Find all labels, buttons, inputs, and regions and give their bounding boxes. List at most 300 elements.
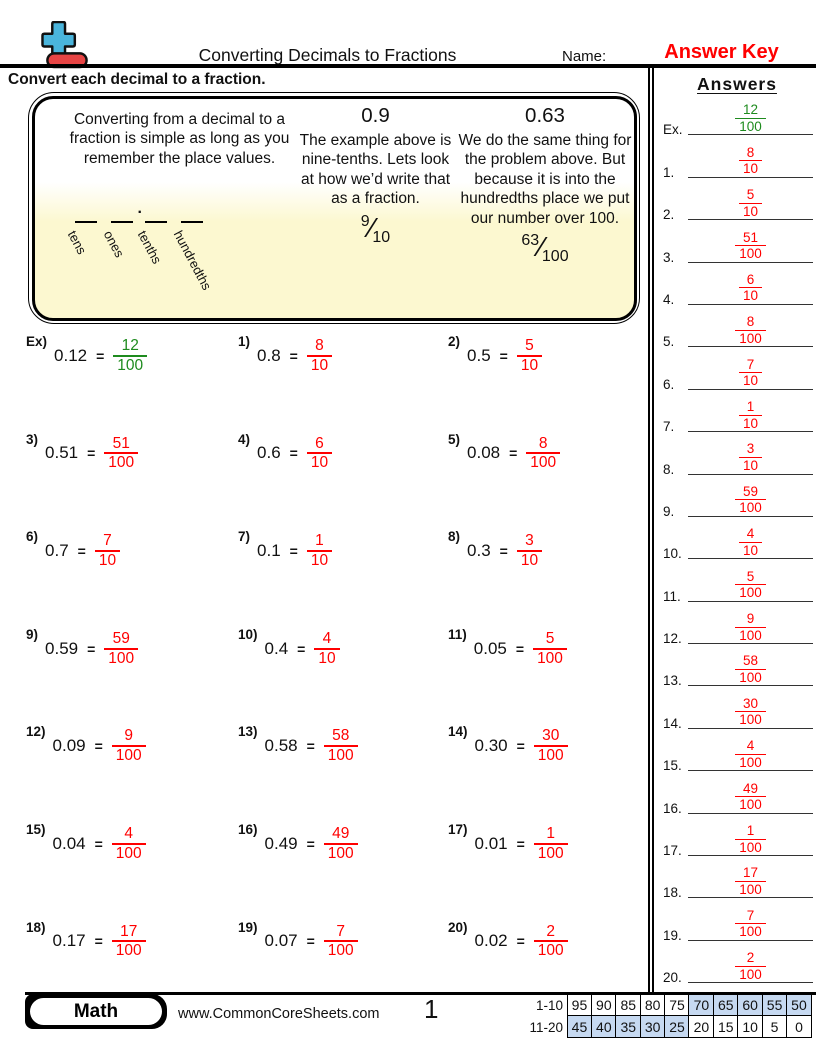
answer-item (658, 479, 816, 521)
fraction-denominator: 10 (739, 160, 762, 177)
answer-blank-line (688, 907, 813, 941)
problem-item (448, 724, 658, 822)
fraction-numerator: 1 (746, 823, 755, 838)
equals-sign: = (306, 933, 315, 950)
example-tenths (297, 104, 455, 247)
fraction-denominator: 100 (324, 745, 358, 765)
answer-fraction (739, 272, 762, 304)
problem-decimal: 0.3 (467, 541, 491, 560)
problem-body (467, 337, 542, 375)
problem-item (448, 627, 658, 725)
problem-body (467, 435, 560, 473)
problem-decimal: 0.09 (52, 736, 86, 756)
fraction-denominator: 100 (533, 648, 567, 668)
instruction-box-inner (32, 96, 637, 321)
fraction-numerator: 2 (746, 950, 755, 966)
answer-item (658, 945, 816, 987)
problem-number: 2) (448, 334, 461, 349)
grade-cell: 55 (762, 994, 788, 1017)
fraction-numerator: 9 (124, 727, 134, 745)
answer-fraction (739, 187, 762, 219)
example-tenths-heading: 0.9 (361, 103, 390, 127)
problem-number: 18) (26, 919, 46, 935)
answer-blank-line (688, 186, 813, 220)
answer-number: 17. (663, 843, 682, 859)
fraction-denominator: 10 (739, 415, 762, 432)
answer-item (658, 182, 816, 224)
place-value-blank (111, 221, 133, 223)
grade-cell: 0 (786, 1015, 812, 1038)
grade-cell: 40 (591, 1015, 617, 1038)
example-hundredths-text: We do the same thing for the problem above. But because it is into the hundredths place we put our number over 100. (458, 131, 632, 227)
answer-number: 3. (663, 249, 675, 265)
fraction-denominator: 100 (113, 355, 147, 375)
problem-item (26, 529, 238, 627)
fraction-numerator: 3 (746, 441, 755, 457)
fraction-numerator: 59 (112, 629, 130, 647)
problem-item (238, 627, 448, 725)
problem-body (45, 435, 138, 473)
place-value-diagram (64, 199, 217, 292)
grade-cell: 5 (762, 1015, 788, 1038)
fraction-denominator: 100 (735, 839, 766, 856)
grade-range-label: 1-10 (535, 998, 563, 1014)
problem-body (53, 727, 146, 765)
problem-number: 20) (448, 919, 468, 935)
problem-item (238, 920, 448, 1018)
answer-item (658, 394, 816, 436)
answer-fraction (735, 653, 766, 685)
answer-number: 13. (663, 673, 682, 689)
answer-blank-line (688, 780, 813, 814)
place-value-label: tenths (134, 227, 165, 266)
fraction-denominator: 100 (735, 584, 766, 601)
fraction-denominator: 100 (104, 648, 138, 668)
problem-item (448, 822, 658, 920)
equals-sign: = (94, 738, 103, 755)
answer-blank-line (688, 652, 813, 686)
answer-item (658, 351, 816, 393)
problem-decimal: 0.01 (474, 833, 508, 853)
problem-item (26, 334, 238, 432)
problem-number: 19) (238, 919, 258, 935)
answer-item (658, 860, 816, 902)
problem-body (265, 727, 358, 765)
problem-fraction (104, 435, 138, 473)
answer-fraction (735, 950, 766, 982)
answer-blank-line (688, 440, 813, 474)
answer-number: 20. (663, 970, 682, 986)
fraction-numerator: 5 (525, 337, 534, 354)
problem-body (265, 630, 340, 668)
equals-sign: = (94, 933, 103, 950)
problem-fraction (112, 923, 146, 961)
grade-cell: 25 (664, 1015, 690, 1038)
problem-number: 13) (238, 724, 258, 740)
problem-item (238, 529, 448, 627)
problem-number: 14) (448, 724, 468, 740)
place-value-label: tens (64, 227, 90, 257)
answer-number: Ex. (663, 122, 683, 138)
fraction-denominator: 100 (735, 330, 766, 347)
answer-blank-line (688, 271, 813, 305)
answer-blank-line (688, 610, 813, 644)
problem-number: 3) (26, 431, 39, 447)
fraction-denominator: 100 (735, 754, 766, 771)
answer-number: 8. (663, 461, 675, 477)
problem-fraction (307, 532, 332, 570)
problem-number: 7) (238, 529, 251, 545)
equals-sign: = (516, 835, 525, 852)
answer-number: 9. (663, 503, 675, 519)
answer-fraction (739, 399, 762, 431)
fraction-numerator: 8 (746, 314, 755, 330)
website-text: www.CommonCoreSheets.com (178, 1006, 380, 1022)
problem-fraction (307, 435, 332, 473)
problem-fraction (324, 923, 358, 961)
answer-number: 18. (663, 885, 682, 901)
fraction-denominator: 10 (739, 542, 762, 559)
place-value-blank (145, 221, 167, 223)
fraction-numerator: 3 (525, 532, 534, 550)
answer-number: 1. (663, 164, 675, 180)
problem-number: 12) (26, 724, 46, 740)
answer-blank-line (688, 695, 813, 729)
fraction-denominator: 100 (112, 843, 146, 863)
subject-badge (25, 994, 167, 1029)
problem-body (257, 337, 332, 375)
answer-fraction (735, 314, 766, 346)
problem-number: 9) (26, 626, 39, 642)
answer-item (658, 606, 816, 648)
fraction-denominator: 100 (735, 627, 766, 644)
fraction-denominator: 100 (735, 966, 766, 983)
fraction-denominator: 100 (112, 940, 146, 960)
fraction-denominator: 10 (739, 457, 762, 474)
answer-blank-line (688, 525, 813, 559)
fraction-denominator: 100 (735, 669, 766, 686)
answer-blank-line (688, 398, 813, 432)
problem-item (448, 432, 658, 530)
answer-number: 15. (663, 758, 682, 774)
problem-number: 1) (238, 334, 251, 349)
fraction-numerator: 12 (121, 337, 139, 354)
place-value-slot (170, 221, 215, 292)
grade-cell: 60 (737, 994, 763, 1017)
answer-fraction (735, 823, 766, 855)
problem-fraction (534, 923, 568, 961)
equals-sign: = (499, 543, 508, 559)
fraction-denominator: 100 (526, 452, 560, 472)
fraction-numerator: 4 (746, 738, 755, 754)
answer-number: 14. (663, 715, 682, 731)
fraction-denominator: 10 (739, 372, 762, 389)
problem-body (45, 630, 138, 668)
fraction-numerator: 30 (542, 727, 560, 745)
fraction-denominator: 100 (735, 499, 766, 516)
answer-item (658, 267, 816, 309)
problem-fraction (324, 825, 358, 863)
fraction-denominator: 10 (307, 355, 332, 375)
place-value-slot (100, 221, 133, 260)
example-hundredths-fraction: 63⁄100 (521, 231, 569, 265)
problem-number: 4) (238, 431, 251, 447)
problem-body (474, 630, 567, 668)
problem-decimal: 0.59 (45, 638, 79, 658)
example-hundredths (455, 104, 636, 267)
fraction-denominator: 100 (104, 452, 138, 472)
fraction-denominator: 100 (735, 796, 766, 813)
answer-number: 2. (663, 207, 675, 223)
fraction-numerator: 5 (746, 187, 755, 203)
answer-item (658, 521, 816, 563)
fraction-numerator: 4 (322, 629, 332, 647)
fraction-numerator: 4 (124, 824, 134, 842)
answers-list (658, 97, 816, 987)
fraction-denominator: 100 (735, 923, 766, 940)
grading-table (522, 995, 812, 1038)
answer-fraction (735, 230, 766, 262)
answer-fraction (735, 738, 766, 770)
equals-sign: = (87, 640, 96, 657)
answers-heading: Answers (697, 74, 777, 94)
equals-sign: = (516, 738, 525, 755)
problem-decimal: 0.8 (257, 345, 281, 365)
answer-item (658, 436, 816, 478)
answer-fraction (735, 102, 766, 134)
fraction-numerator: 51 (112, 434, 130, 452)
problem-decimal: 0.49 (264, 833, 298, 853)
fraction-numerator: 12 (742, 102, 759, 118)
answer-item (658, 139, 816, 181)
fraction-numerator: 9 (746, 611, 755, 627)
answer-item (658, 309, 816, 351)
answer-blank-line (688, 229, 813, 263)
answer-number: 4. (663, 291, 675, 307)
problems-grid (26, 334, 666, 1017)
grade-cell: 85 (615, 994, 641, 1017)
problem-fraction (324, 727, 358, 765)
answer-blank-line (688, 356, 813, 390)
equals-sign: = (306, 738, 315, 755)
equals-sign: = (499, 347, 508, 364)
grade-cell: 50 (786, 994, 812, 1017)
instruction-box (28, 92, 640, 324)
problem-number: 11) (448, 626, 467, 642)
equals-sign: = (289, 445, 298, 462)
name-label: Name: (562, 48, 607, 65)
problem-decimal: 0.6 (257, 443, 281, 463)
fraction-denominator: 100 (324, 843, 358, 863)
problem-decimal: 0.51 (45, 443, 79, 463)
page-title: Converting Decimals to Fractions (198, 45, 457, 65)
fraction-numerator: 1 (746, 399, 755, 415)
answer-number: 6. (663, 376, 675, 392)
problem-decimal: 0.5 (467, 345, 491, 365)
problem-decimal: 0.17 (52, 931, 86, 951)
fraction-numerator: 6 (315, 434, 324, 452)
decimal-point: . (137, 199, 142, 217)
equals-sign: = (94, 835, 103, 852)
answer-fraction (739, 526, 762, 558)
problem-fraction (112, 727, 146, 765)
fraction-denominator: 10 (517, 355, 542, 375)
problem-body (257, 435, 332, 473)
problem-body (467, 532, 542, 570)
fraction-denominator: 100 (735, 881, 766, 898)
equals-sign: = (87, 445, 96, 462)
grade-cell: 70 (688, 994, 714, 1017)
instruction-intro-text: Converting from a decimal to a fraction is simple as long as you remember the place values. (69, 110, 290, 167)
subject-badge-label: Math (30, 998, 162, 1025)
problem-number: 17) (448, 821, 468, 837)
fraction-denominator: 100 (534, 745, 568, 765)
problem-number: 15) (26, 821, 46, 837)
answer-number: 7. (663, 419, 675, 435)
answers-column (658, 66, 816, 987)
answer-blank-line (688, 568, 813, 602)
answer-fraction (735, 865, 766, 897)
place-value-slot (64, 221, 97, 257)
answer-item (658, 733, 816, 775)
fraction-numerator: 5 (746, 568, 755, 584)
fraction-numerator: 7 (746, 356, 755, 372)
fraction-numerator: 49 (742, 780, 759, 796)
answer-item (658, 97, 816, 139)
fraction-denominator: 10 (517, 550, 542, 570)
answer-number: 12. (663, 631, 682, 647)
problem-body (265, 825, 358, 863)
fraction-denominator: 10 (314, 648, 339, 668)
fraction-numerator: 7 (746, 907, 755, 923)
grade-cell: 20 (688, 1015, 714, 1038)
answer-fraction (735, 484, 766, 516)
fraction-numerator: 49 (332, 824, 350, 842)
fraction-numerator: 58 (332, 727, 350, 745)
example-tenths-text: The example above is nine-tenths. Lets look at how we’d write that as a fraction. (299, 131, 452, 207)
place-value-label: ones (100, 227, 127, 260)
fraction-numerator: 58 (742, 653, 759, 669)
problem-fraction (112, 825, 146, 863)
equals-sign: = (289, 347, 298, 364)
answer-fraction (735, 569, 766, 601)
problem-fraction (526, 435, 560, 473)
problem-decimal: 0.7 (45, 541, 69, 560)
fraction-numerator: 17 (120, 922, 138, 940)
fraction-denominator: 100 (324, 940, 358, 960)
equals-sign: = (96, 347, 105, 364)
problem-item (448, 334, 658, 432)
problem-fraction (314, 630, 339, 668)
problem-fraction (307, 337, 332, 375)
problem-body (257, 532, 332, 570)
place-value-blank (75, 221, 97, 223)
answer-item (658, 648, 816, 690)
page-number: 1 (424, 994, 439, 1024)
problem-number: 5) (448, 431, 461, 447)
answer-blank-line (688, 483, 813, 517)
problem-item (238, 334, 448, 432)
equals-sign: = (509, 445, 518, 462)
problem-decimal: 0.05 (473, 638, 507, 658)
problem-decimal: 0.08 (467, 443, 501, 463)
problem-number: Ex) (26, 334, 48, 349)
equals-sign: = (515, 640, 525, 657)
fraction-numerator: 51 (742, 229, 759, 245)
fraction-numerator: 59 (742, 483, 759, 499)
problem-number: 8) (448, 529, 461, 545)
fraction-numerator: 8 (538, 434, 548, 452)
problem-fraction (533, 630, 567, 668)
answer-item (658, 690, 816, 732)
place-value-label: hundredths (170, 227, 215, 292)
problem-fraction (95, 532, 120, 570)
answer-number: 10. (663, 546, 682, 562)
problem-decimal: 0.12 (54, 345, 88, 365)
answer-fraction (735, 908, 766, 940)
fraction-numerator: 8 (746, 144, 755, 160)
fraction-numerator: 1 (546, 824, 556, 842)
answer-item (658, 224, 816, 266)
fraction-denominator: 100 (534, 940, 568, 960)
problem-body (475, 923, 568, 961)
problem-body (265, 923, 358, 961)
equals-sign: = (77, 543, 86, 559)
problem-item (448, 529, 658, 627)
answer-number: 16. (663, 800, 682, 816)
answer-blank-line (688, 144, 813, 178)
problem-body (475, 825, 568, 863)
grade-cell: 45 (567, 1015, 593, 1038)
place-value-blank (181, 221, 203, 223)
fraction-denominator: 10 (739, 203, 762, 220)
fraction-numerator: 6 (746, 271, 755, 287)
problem-decimal: 0.30 (474, 736, 508, 756)
problem-item (26, 432, 238, 530)
problem-item (26, 627, 238, 725)
example-tenths-fraction: 9⁄10 (360, 211, 391, 246)
answer-blank-line (688, 313, 813, 347)
problem-number: 16) (238, 821, 258, 837)
fraction-denominator: 10 (95, 550, 120, 570)
problem-number: 6) (26, 529, 39, 545)
fraction-numerator: 8 (315, 337, 324, 354)
fraction-denominator: 100 (112, 745, 146, 765)
problem-number: 10) (238, 626, 258, 642)
problem-item (238, 724, 448, 822)
fraction-numerator: 2 (546, 922, 556, 940)
place-value-slot (134, 221, 167, 266)
answer-number: 11. (663, 588, 681, 604)
grade-cell: 80 (640, 994, 666, 1017)
answer-blank-line (688, 864, 813, 898)
equals-sign: = (516, 933, 525, 950)
problem-body (475, 727, 568, 765)
problem-fraction (113, 337, 147, 375)
problem-decimal: 0.02 (474, 931, 508, 951)
problem-fraction (104, 630, 138, 668)
problem-decimal: 0.1 (257, 541, 281, 560)
equals-sign: = (297, 640, 306, 657)
directions-text: Convert each decimal to a fraction. (8, 71, 266, 88)
fraction-numerator: 17 (742, 865, 759, 881)
answers-divider (648, 64, 654, 993)
answer-number: 19. (663, 927, 682, 943)
problem-body (53, 923, 146, 961)
problem-body (53, 825, 146, 863)
grade-cell: 35 (615, 1015, 641, 1038)
grade-cell: 15 (713, 1015, 739, 1038)
